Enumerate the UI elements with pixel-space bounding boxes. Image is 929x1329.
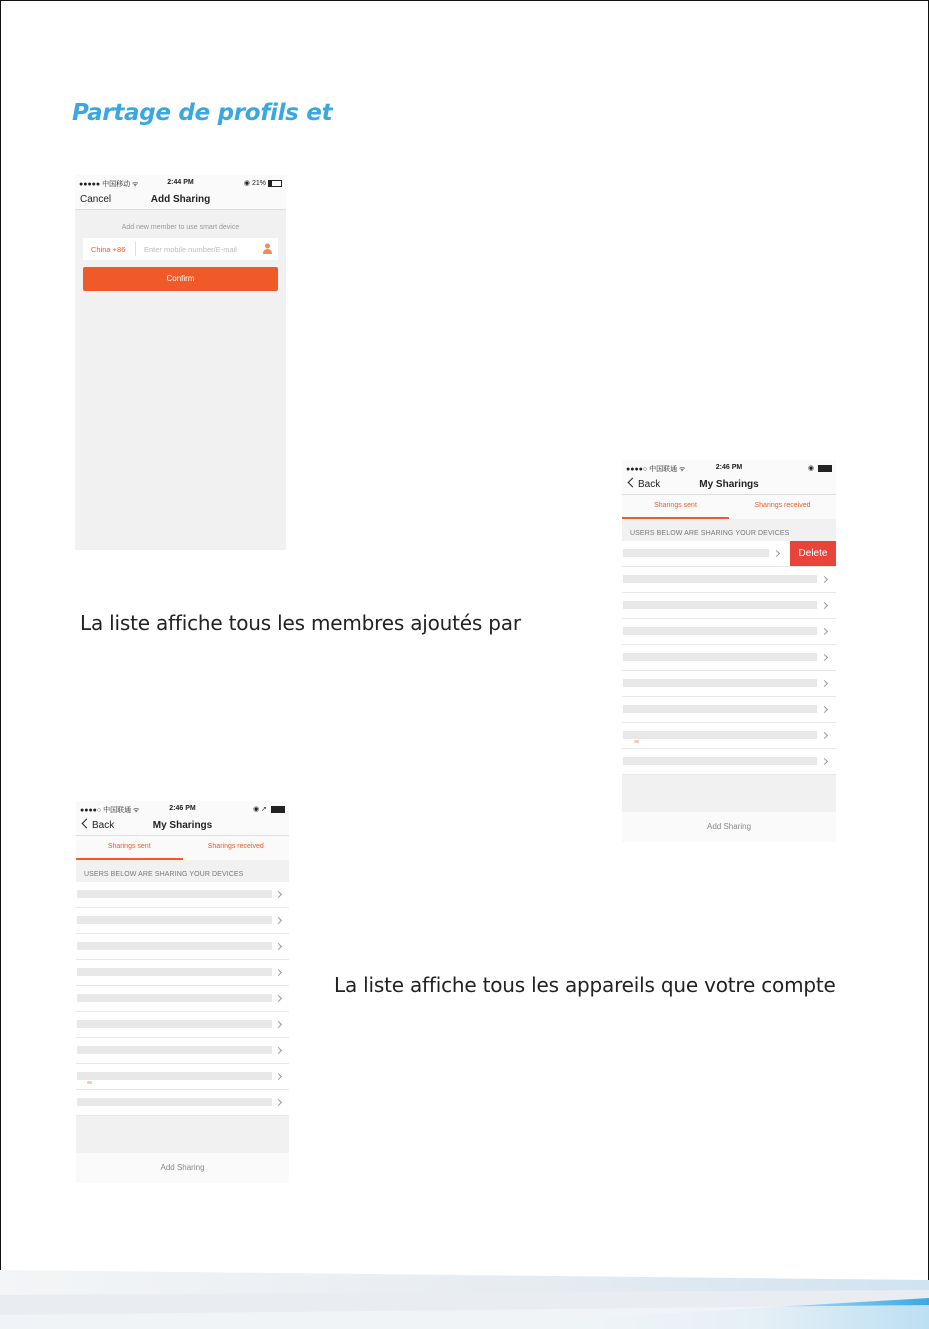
section-label: USERS BELOW ARE SHARING YOUR DEVICES <box>630 530 790 537</box>
list-item[interactable] <box>622 645 836 671</box>
avatar-fragment <box>87 1081 92 1084</box>
add-sharing-screen <box>75 175 286 550</box>
status-bar <box>622 460 836 476</box>
delete-button[interactable]: Delete <box>790 541 836 566</box>
list-item[interactable] <box>622 541 836 567</box>
footer-wave-decoration <box>0 1260 929 1329</box>
location-arrow-icon: ➚ <box>261 806 268 813</box>
wifi-icon: ᯤ <box>133 807 140 814</box>
chevron-right-icon <box>275 943 282 950</box>
list-item[interactable] <box>76 934 289 960</box>
list-item[interactable] <box>622 567 836 593</box>
status-bar <box>76 801 289 817</box>
row-placeholder <box>623 731 817 739</box>
sharing-tabs <box>622 495 836 519</box>
battery-icon <box>271 806 285 813</box>
contact-person-icon[interactable] <box>263 243 272 254</box>
list-item[interactable] <box>76 1090 289 1116</box>
list-item[interactable] <box>622 671 836 697</box>
tab-sharings-received[interactable]: Sharings received <box>754 502 811 509</box>
row-placeholder <box>623 627 817 635</box>
nav-bar <box>75 191 286 210</box>
row-placeholder <box>623 549 769 557</box>
tab-sharings-sent[interactable]: Sharings sent <box>654 502 697 509</box>
row-placeholder <box>77 916 272 924</box>
list-item[interactable] <box>76 908 289 934</box>
row-placeholder <box>77 942 272 950</box>
row-placeholder <box>623 653 817 661</box>
chevron-right-icon <box>275 1099 282 1106</box>
clock: 2:46 PM <box>169 805 196 812</box>
chevron-right-icon <box>821 628 828 635</box>
nav-bar <box>622 476 836 495</box>
add-sharing-button[interactable]: Add Sharing <box>622 812 836 842</box>
list-item[interactable] <box>76 986 289 1012</box>
list-item[interactable] <box>622 593 836 619</box>
row-placeholder <box>77 1020 272 1028</box>
nav-title: My Sharings <box>699 479 759 490</box>
chevron-right-icon <box>821 576 828 583</box>
nav-title: My Sharings <box>152 820 213 831</box>
row-placeholder <box>623 757 817 765</box>
row-placeholder <box>77 1098 272 1106</box>
nav-title: Add Sharing <box>150 194 211 205</box>
cancel-button[interactable]: Cancel <box>80 194 112 205</box>
add-sharing-button[interactable]: Add Sharing <box>76 1153 289 1183</box>
chevron-right-icon <box>821 602 828 609</box>
lock-rotation-icon: ◉ <box>807 465 815 472</box>
chevron-right-icon <box>275 1021 282 1028</box>
row-placeholder <box>623 705 817 713</box>
carrier-label: ●●●●○ 中国联通 ᯤ <box>626 466 686 473</box>
row-placeholder <box>77 968 272 976</box>
list-item[interactable] <box>76 1038 289 1064</box>
list-item[interactable] <box>76 882 289 908</box>
tab-sharings-sent[interactable]: Sharings sent <box>107 843 151 850</box>
chevron-right-icon <box>821 758 828 765</box>
active-tab-indicator <box>76 858 183 860</box>
list-item[interactable] <box>622 619 836 645</box>
row-placeholder <box>623 679 817 687</box>
wifi-icon: ᯤ <box>679 466 686 473</box>
status-bar <box>75 175 286 191</box>
nav-bar <box>76 817 289 836</box>
chevron-right-icon <box>821 680 828 687</box>
row-placeholder <box>623 575 817 583</box>
chevron-right-icon <box>821 706 828 713</box>
section-heading: Partage de profils et <box>72 100 333 126</box>
battery-icon <box>818 465 832 472</box>
row-placeholder <box>77 1046 272 1054</box>
chevron-right-icon <box>275 995 282 1002</box>
add-member-hint: Add new member to use smart device <box>121 224 240 231</box>
chevron-right-icon <box>275 891 282 898</box>
row-placeholder <box>623 601 817 609</box>
clock: 2:46 PM <box>715 464 743 471</box>
my-sharings-screen <box>76 801 289 1183</box>
clock: 2:44 PM <box>167 179 194 186</box>
row-placeholder <box>77 890 272 898</box>
confirm-button[interactable]: Confirm <box>83 267 278 291</box>
carrier-label: ●●●●● 中国移动 ᯤ <box>79 181 139 188</box>
chevron-right-icon <box>275 917 282 924</box>
lock-rotation-icon: ◉ <box>253 806 260 813</box>
section-label: USERS BELOW ARE SHARING YOUR DEVICES <box>84 871 244 878</box>
lock-rotation-icon: ◉ <box>243 180 251 187</box>
battery-indicator <box>253 805 285 813</box>
chevron-right-icon <box>275 1047 282 1054</box>
contact-input-placeholder[interactable]: Enter mobile number/E-mail <box>144 245 237 254</box>
list-item[interactable] <box>622 697 836 723</box>
carrier-label: ●●●●○ 中国联通 ᯤ <box>80 807 140 814</box>
phone-email-input[interactable] <box>83 238 278 260</box>
country-code-selector[interactable]: China +86 <box>91 245 126 254</box>
list-item[interactable] <box>76 1012 289 1038</box>
my-sharings-screen-swipe <box>622 460 836 842</box>
members-caption: La liste affiche tous les membres ajoutés par <box>80 611 521 635</box>
list-item[interactable] <box>622 723 836 749</box>
list-item[interactable] <box>76 960 289 986</box>
avatar-fragment <box>634 740 639 743</box>
chevron-right-icon <box>821 654 828 661</box>
sharing-tabs <box>76 836 289 860</box>
tab-sharings-received[interactable]: Sharings received <box>207 843 264 850</box>
chevron-right-icon <box>275 969 282 976</box>
list-item[interactable] <box>622 749 836 775</box>
chevron-right-icon <box>773 550 780 557</box>
battery-icon <box>268 180 282 187</box>
battery-indicator: ◉ 21% <box>244 179 282 187</box>
devices-caption: La liste affiche tous les appareils que votre compte <box>334 973 836 997</box>
back-button[interactable]: Back <box>627 479 660 490</box>
wifi-icon: ᯤ <box>132 181 139 188</box>
chevron-right-icon <box>275 1073 282 1080</box>
back-button[interactable]: Back <box>81 820 114 831</box>
active-tab-indicator <box>622 517 729 519</box>
row-placeholder <box>77 1072 272 1080</box>
row-placeholder <box>77 994 272 1002</box>
chevron-right-icon <box>821 732 828 739</box>
input-divider <box>135 242 136 256</box>
list-item[interactable] <box>76 1064 289 1090</box>
battery-indicator <box>808 464 832 472</box>
